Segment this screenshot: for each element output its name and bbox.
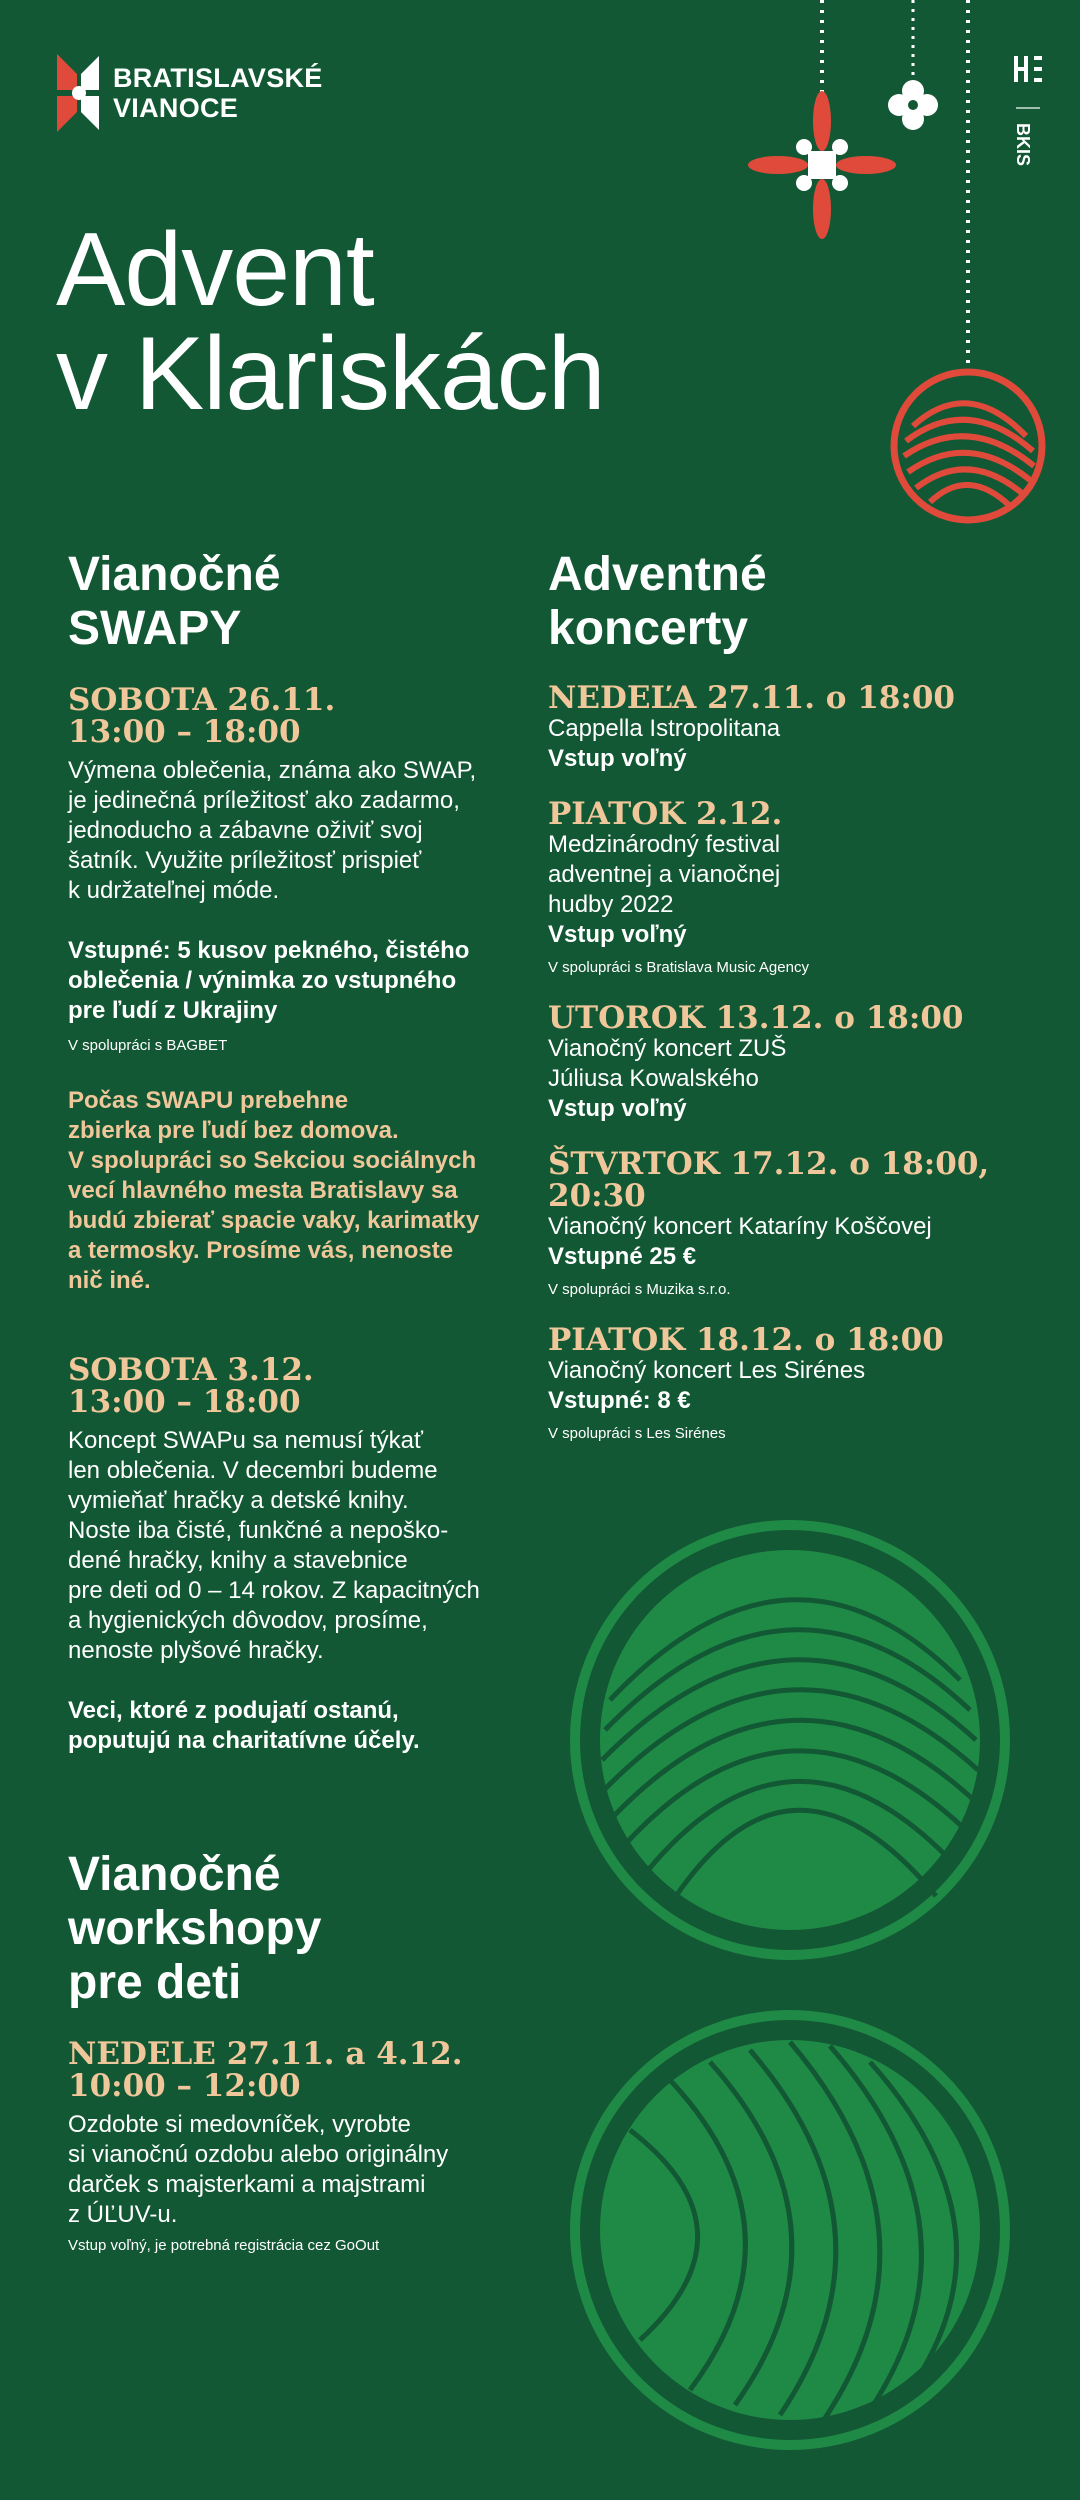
side-logo-bkis: BKIS <box>1013 123 1033 167</box>
swapy-event-2 <box>68 1354 538 1756</box>
concert-title: Medzinárodný festival adventnej a vianočnej hudby 2022 <box>548 831 781 918</box>
event-date: NEDELE 27.11. a 4.12. <box>68 2036 463 2072</box>
concert-item <box>548 1324 1028 1444</box>
event-partner: V spolupráci s BAGBET <box>68 1037 228 1054</box>
hanging-ornaments-icon <box>740 0 1080 540</box>
concerts-heading: Adventné koncerty <box>548 548 767 655</box>
swapy-section <box>68 548 538 2256</box>
concert-date: NEDEĽA 27.11. o 18:00 <box>548 680 955 716</box>
event-date: SOBOTA 3.12. <box>68 1352 314 1388</box>
concert-title: Vianočný koncert ZUŠ Júliusa Kowalského <box>548 1035 787 1092</box>
swapy-heading: Vianočné SWAPY <box>68 548 281 655</box>
title-line1: Advent <box>56 212 374 328</box>
concert-entry: Vstupné 25 € <box>548 1243 697 1270</box>
event-description: Výmena oblečenia, známa ako SWAP, je jedinečná príležitosť ako zadarmo, jednoducho a zábavne oživiť svoj šatník. Využite príležitosť prispieť k udržateľnej móde. <box>68 757 477 904</box>
concert-item <box>548 1148 1028 1300</box>
title-line2: v Klariskách <box>56 316 605 432</box>
swapy-event-1 <box>68 684 538 1296</box>
page-title <box>56 212 605 432</box>
event-date: SOBOTA 26.11. <box>68 682 336 718</box>
event-entry: Vstupné: 5 kusov pekného, čistého oblečenia / výnimka zo vstupného pre ľudí z Ukrajiny <box>68 937 470 1024</box>
concert-partner: V spolupráci s Les Sirénes <box>548 1425 726 1442</box>
concert-partner: V spolupráci s Bratislava Music Agency <box>548 959 809 976</box>
concert-entry: Vstup voľný <box>548 745 687 772</box>
collection-notice: Počas SWAPU prebehne zbierka pre ľudí bez domova. V spolupráci so Sekciou sociálnych vecí hlavného mesta Bratislavy sa budú zbierať spacie vaky, karimatky a termosky. Prosíme vás, nenoste nič iné. <box>68 1087 480 1294</box>
concert-date: ŠTVRTOK 17.12. o 18:00, 20:30 <box>548 1146 990 1214</box>
event-description: Ozdobte si medovníček, vyrobte si vianočnú ozdobu alebo originálny darček s majsterkami a majstrami z ÚĽUV-u. <box>68 2111 449 2228</box>
concert-entry: Vstup voľný <box>548 921 687 948</box>
concert-item <box>548 798 1028 978</box>
brand-line1: BRATISLAVSKÉ <box>113 63 323 93</box>
concert-entry: Vstup voľný <box>548 1095 687 1122</box>
event-description: Koncept SWAPu sa nemusí týkať len oblečenia. V decembri budeme vymieňať hračky a detské knihy. Noste iba čisté, funkčné a nepoško- dené hračky, knihy a stavebnice pre deti od 0 – 14 rokov. Z kapacitných a hygienických dôvodov, prosíme, nenoste plyšové hračky. <box>68 1427 480 1664</box>
charity-note: Veci, ktoré z podujatí ostanú, poputujú na charitatívne účely. <box>68 1697 420 1754</box>
workshops-heading: Vianočné workshopy pre deti <box>68 1848 322 2009</box>
concert-title: Vianočný koncert Kataríny Koščovej <box>548 1213 932 1240</box>
brand <box>55 52 323 134</box>
registration-note: Vstup voľný, je potrebná registrácia cez GoOut <box>68 2237 380 2254</box>
concert-date: PIATOK 2.12. <box>548 796 783 832</box>
event-time: 13:00 – 18:00 <box>68 1384 301 1420</box>
concert-item <box>548 682 1028 774</box>
bratislavske-vianoce-logo-icon <box>55 52 101 134</box>
concerts-section <box>548 548 1028 1444</box>
concert-title: Vianočný koncert Les Sirénes <box>548 1357 866 1384</box>
brand-line2: VIANOCE <box>113 93 239 123</box>
event-time: 13:00 – 18:00 <box>68 714 301 750</box>
concert-date: UTOROK 13.12. o 18:00 <box>548 1000 964 1036</box>
concert-item <box>548 1002 1028 1124</box>
concert-date: PIATOK 18.12. o 18:00 <box>548 1322 944 1358</box>
concert-entry: Vstupné: 8 € <box>548 1387 691 1414</box>
workshops-section <box>68 1848 538 2256</box>
concert-partner: V spolupráci s Muzika s.r.o. <box>548 1281 731 1298</box>
event-time: 10:00 – 12:00 <box>68 2068 301 2104</box>
green-baubles-icon <box>560 1500 1040 2480</box>
concert-title: Cappella Istropolitana <box>548 715 781 742</box>
